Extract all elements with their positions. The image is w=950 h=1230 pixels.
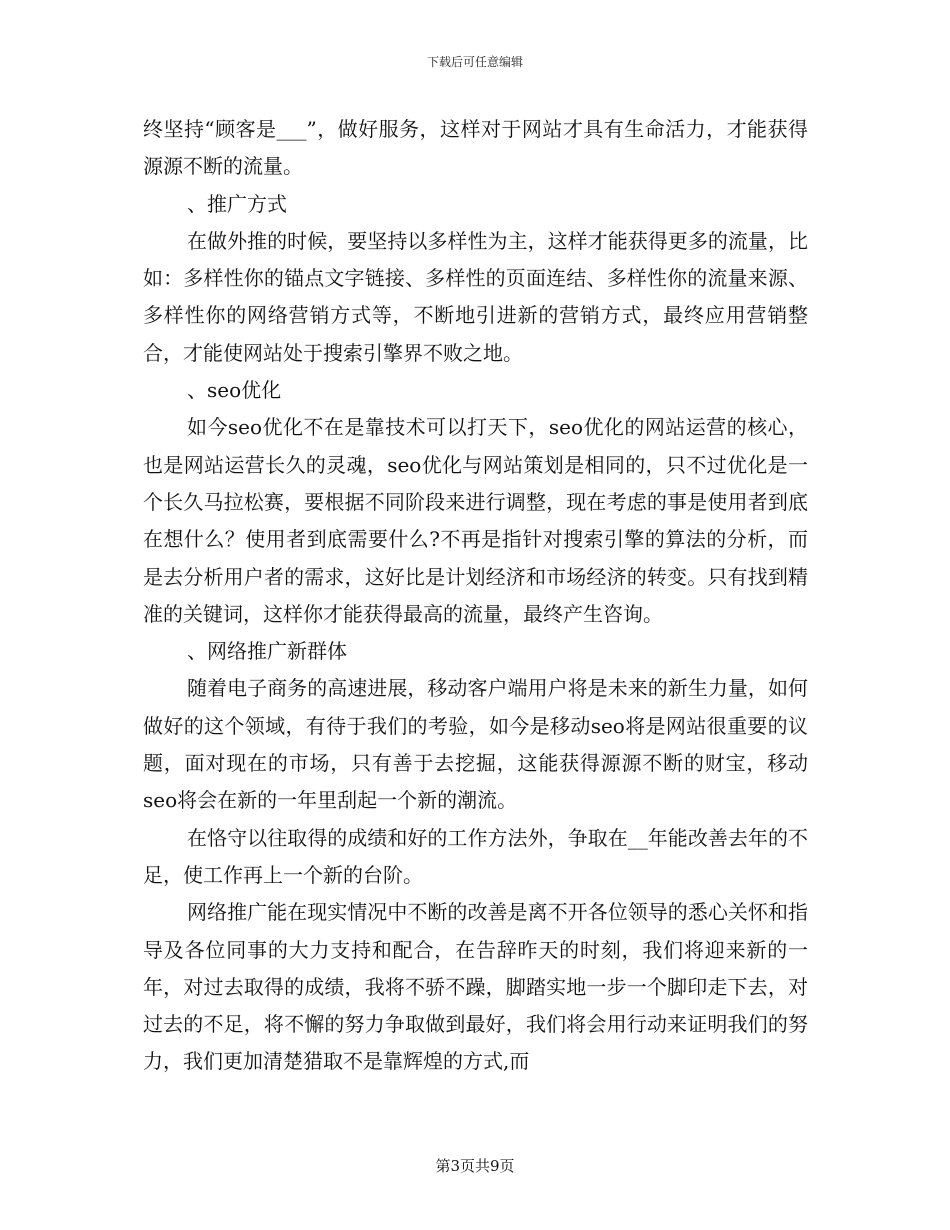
section-heading-seo: 、seo优化 xyxy=(187,378,282,403)
document-body xyxy=(143,111,808,1081)
paragraph-seo: 如今seo优化不在是靠技术可以打天下，seo优化的网站运营的核心，也是网站运营长久的灵魂，seo优化与网站策划是相同的，只不过优化是一个长久马拉松赛，要根据不同阶段来进行调整，现在考虑的事是使用者到底在想什么？使用者到底需要什么?不再是指针对搜索引擎的算法的分析，而是去分析用户者的需求，这好比是计划经济和市场经济的转变。只有找到精准的关键词，这样你才能获得最高的流量，最终产生咨询。 xyxy=(143,415,808,626)
paragraph-promotion-methods: 在做外推的时候，要坚持以多样性为主，这样才能获得更多的流量，比如：多样性你的锚点文字链接、多样性的页面连结、多样性你的流量来源、多样性你的网络营销方式等，不断地引进新的营销方式，最终应用营销整合，才能使网站处于搜索引擎界不败之地。 xyxy=(143,228,808,365)
paragraph-continuation: 终坚持“顾客是___”，做好服务，这样对于网站才具有生命活力，才能获得源源不断的流量。 xyxy=(143,117,808,179)
paragraph-goals: 在恪守以往取得的成绩和好的工作方法外，争取在__年能改善去年的不足，使工作再上一个新的台阶。 xyxy=(143,825,808,887)
paragraph-new-groups: 随着电子商务的高速进展，移动客户端用户将是未来的新生力量，如何做好的这个领域，有待于我们的考验，如今是移动seo将是网站很重要的议题，面对现在的市场，只有善于去挖掘，这能获得源源不断的财宝，移动seo将会在新的一年里刮起一个新的潮流。 xyxy=(143,676,808,813)
section-heading-promotion-methods: 、推广方式 xyxy=(187,191,287,216)
page-header: 下载后可任意编辑 xyxy=(426,55,523,69)
paragraph-thanks: 网络推广能在现实情况中不断的改善是离不开各位领导的悉心关怀和指导及各位同事的大力支持和配合，在告辞昨天的时刻，我们将迎来新的一年，对过去取得的成绩，我将不骄不躁，脚踏实地一步一个脚印走下去，对过去的不足，将不懈的努力争取做到最好，我们将会用行动来证明我们的努力，我们更加清楚猎取不是靠辉煌的方式,而 xyxy=(143,900,808,1074)
page-number: 第3页共9页 xyxy=(435,1157,515,1175)
section-heading-new-groups: 、网络推广新群体 xyxy=(187,639,347,664)
